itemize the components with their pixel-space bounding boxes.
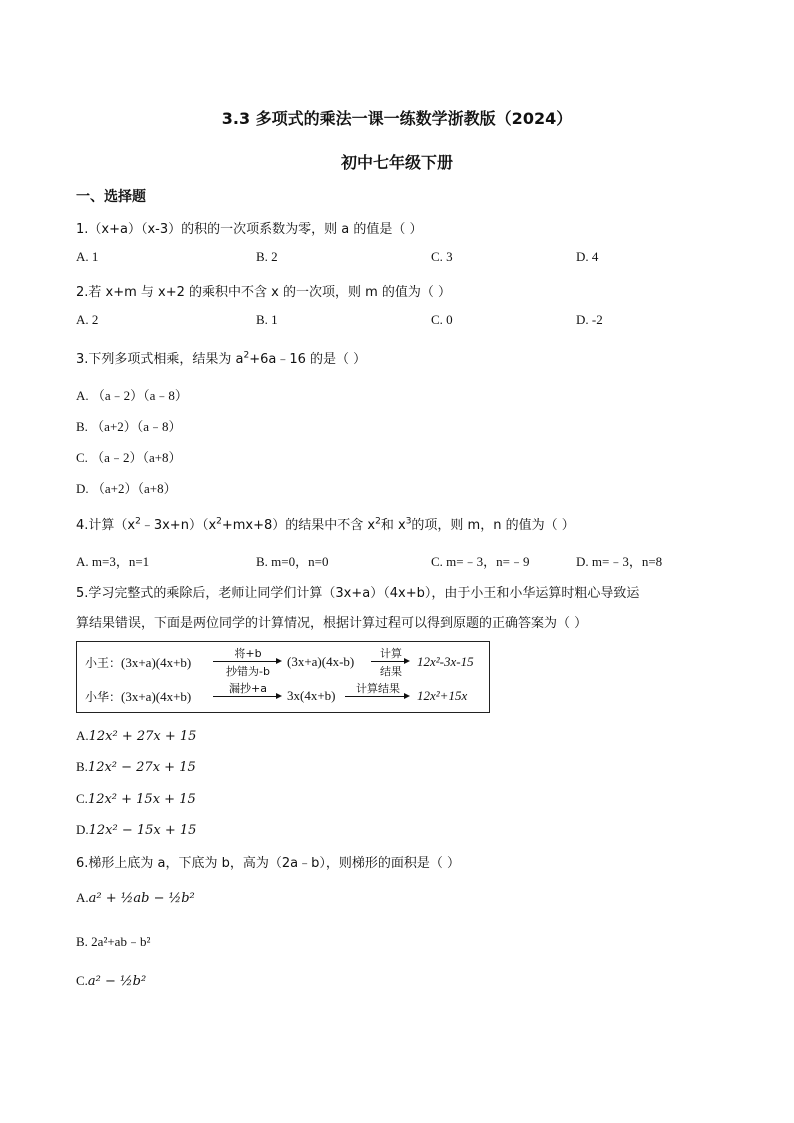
option-prefix: A.	[76, 728, 89, 743]
question-3-stem-text: 3.下列多项式相乘，结果为 a	[76, 352, 244, 367]
question-3-option-c[interactable]: C. （a﹣2）（a+8）	[76, 450, 182, 465]
section-heading: 一、选择题	[76, 189, 146, 205]
option-prefix: D.	[76, 822, 89, 837]
figure-row2-expr2: 3x(4x+b)	[287, 688, 336, 703]
question-6-stem: 6.梯形上底为 a，下底为 b，高为（2a﹣b），则梯形的面积是（ ）	[76, 856, 461, 871]
question-4-exp-2: 2	[216, 516, 222, 527]
figure-row2-arrow2-top: 计算结果	[356, 682, 400, 695]
question-4-exp-3: 2	[375, 516, 381, 527]
question-3-stem	[76, 348, 366, 367]
option-expression: a² + ½ab − ½b²	[88, 891, 195, 906]
figure-row2-name: 小华：	[85, 690, 122, 704]
question-5-option-c[interactable]	[76, 791, 196, 807]
option-expression: a² − ½b²	[87, 974, 147, 989]
question-3-option-b[interactable]: B. （a+2）（a﹣8）	[76, 419, 182, 434]
figure-row1-expr2: (3x+a)(4x-b)	[287, 654, 355, 669]
figure-row2-result: 12x²+15x	[417, 688, 468, 703]
question-2-option-d[interactable]: D. -2	[576, 312, 603, 327]
question-6-option-b[interactable]: B. 2a²+ab﹣b²	[76, 934, 151, 949]
figure-row1-arrow2-bottom: 结果	[380, 665, 402, 678]
question-6-option-c[interactable]	[76, 973, 146, 989]
figure-row2-arrow1-top: 漏抄+a	[229, 682, 267, 695]
question-4-option-a[interactable]: A. m=3，n=1	[76, 554, 150, 569]
option-prefix: C.	[76, 973, 88, 988]
question-5-figure	[76, 641, 490, 713]
question-1-option-b[interactable]: B. 2	[256, 249, 278, 264]
figure-row1-arrow1-bottom: 抄错为-b	[226, 665, 270, 678]
option-prefix: C.	[76, 791, 88, 806]
option-prefix: A.	[76, 890, 89, 905]
figure-row1-arrow1-top: 将+b	[234, 647, 262, 660]
figure-row1-expr1: (3x+a)(4x+b)	[121, 655, 192, 670]
question-3-stem-text-end: +6a﹣16 的是（ ）	[249, 352, 367, 367]
question-4-option-d[interactable]: D. m=﹣3，n=8	[576, 554, 663, 569]
figure-row1-arrow-1	[213, 645, 283, 678]
question-3-option-a[interactable]: A. （a﹣2）（a﹣8）	[76, 388, 188, 403]
figure-row2-expr1: (3x+a)(4x+b)	[121, 689, 192, 704]
question-4-option-b[interactable]: B. m=0，n=0	[256, 554, 329, 569]
figure-row-xiaowang	[85, 654, 191, 671]
question-4-stem-part-c: +mx+8）的结果中不含 x	[221, 518, 376, 533]
question-5-stem-line-1: 5.学习完整式的乘除后，老师让同学们计算（3x+a）（4x+b），由于小王和小华运算时粗心导致运	[76, 586, 640, 601]
option-expression: 12x² − 27x + 15	[87, 760, 196, 775]
question-4-stem-part-e: 的项，则 m，n 的值为（ ）	[411, 518, 575, 533]
figure-row1-arrow2-top: 计算	[380, 647, 402, 660]
option-prefix: B.	[76, 759, 88, 774]
question-1-option-a[interactable]: A. 1	[76, 249, 99, 264]
question-4-stem-part-b: ﹣3x+n）（x	[140, 518, 217, 533]
question-4-stem-part-a: 4.计算（x	[76, 518, 136, 533]
figure-row2-arrow-2	[345, 680, 411, 696]
question-5-option-a[interactable]	[76, 728, 196, 744]
option-expression: 12x² + 27x + 15	[88, 729, 197, 744]
figure-row1-arrow-2	[371, 645, 411, 678]
question-1-stem: 1.（x+a）（x-3）的积的一次项系数为零，则 a 的值是（ ）	[76, 222, 423, 237]
question-5-stem-line-2: 算结果错误，下面是两位同学的计算情况，根据计算过程可以得到原题的正确答案为（ ）	[76, 616, 588, 631]
question-2-option-a[interactable]: A. 2	[76, 312, 99, 327]
question-5-option-b[interactable]	[76, 759, 196, 775]
question-4-exp-4: 3	[405, 516, 412, 527]
question-2-option-b[interactable]: B. 1	[256, 312, 278, 327]
option-expression: 12x² − 15x + 15	[88, 823, 197, 838]
page-title: 3.3 多项式的乘法一课一练数学浙教版（2024）	[221, 109, 573, 128]
page-subtitle: 初中七年级下册	[340, 153, 453, 172]
question-2-stem: 2.若 x+m 与 x+2 的乘积中不含 x 的一次项，则 m 的值为（ ）	[76, 285, 452, 300]
figure-row1-result: 12x²-3x-15	[417, 654, 474, 669]
question-4-exp-1: 2	[135, 516, 141, 527]
question-4-option-c[interactable]: C. m=﹣3，n=﹣9	[431, 554, 530, 569]
figure-row2-arrow-1	[213, 680, 283, 696]
question-5-option-d[interactable]	[76, 822, 196, 838]
question-1-option-c[interactable]: C. 3	[431, 249, 453, 264]
question-4-stem-part-d: 和 x	[380, 518, 406, 533]
question-3-option-d[interactable]: D. （a+2）（a+8）	[76, 481, 177, 496]
figure-row-xiaohua	[85, 688, 191, 705]
question-1-option-d[interactable]: D. 4	[576, 249, 599, 264]
option-expression: 12x² + 15x + 15	[87, 792, 196, 807]
question-4-stem	[76, 514, 575, 533]
figure-row1-name: 小王：	[85, 656, 122, 670]
question-2-option-c[interactable]: C. 0	[431, 312, 453, 327]
question-3-exponent: 2	[243, 350, 250, 361]
question-6-option-a[interactable]	[76, 890, 195, 906]
